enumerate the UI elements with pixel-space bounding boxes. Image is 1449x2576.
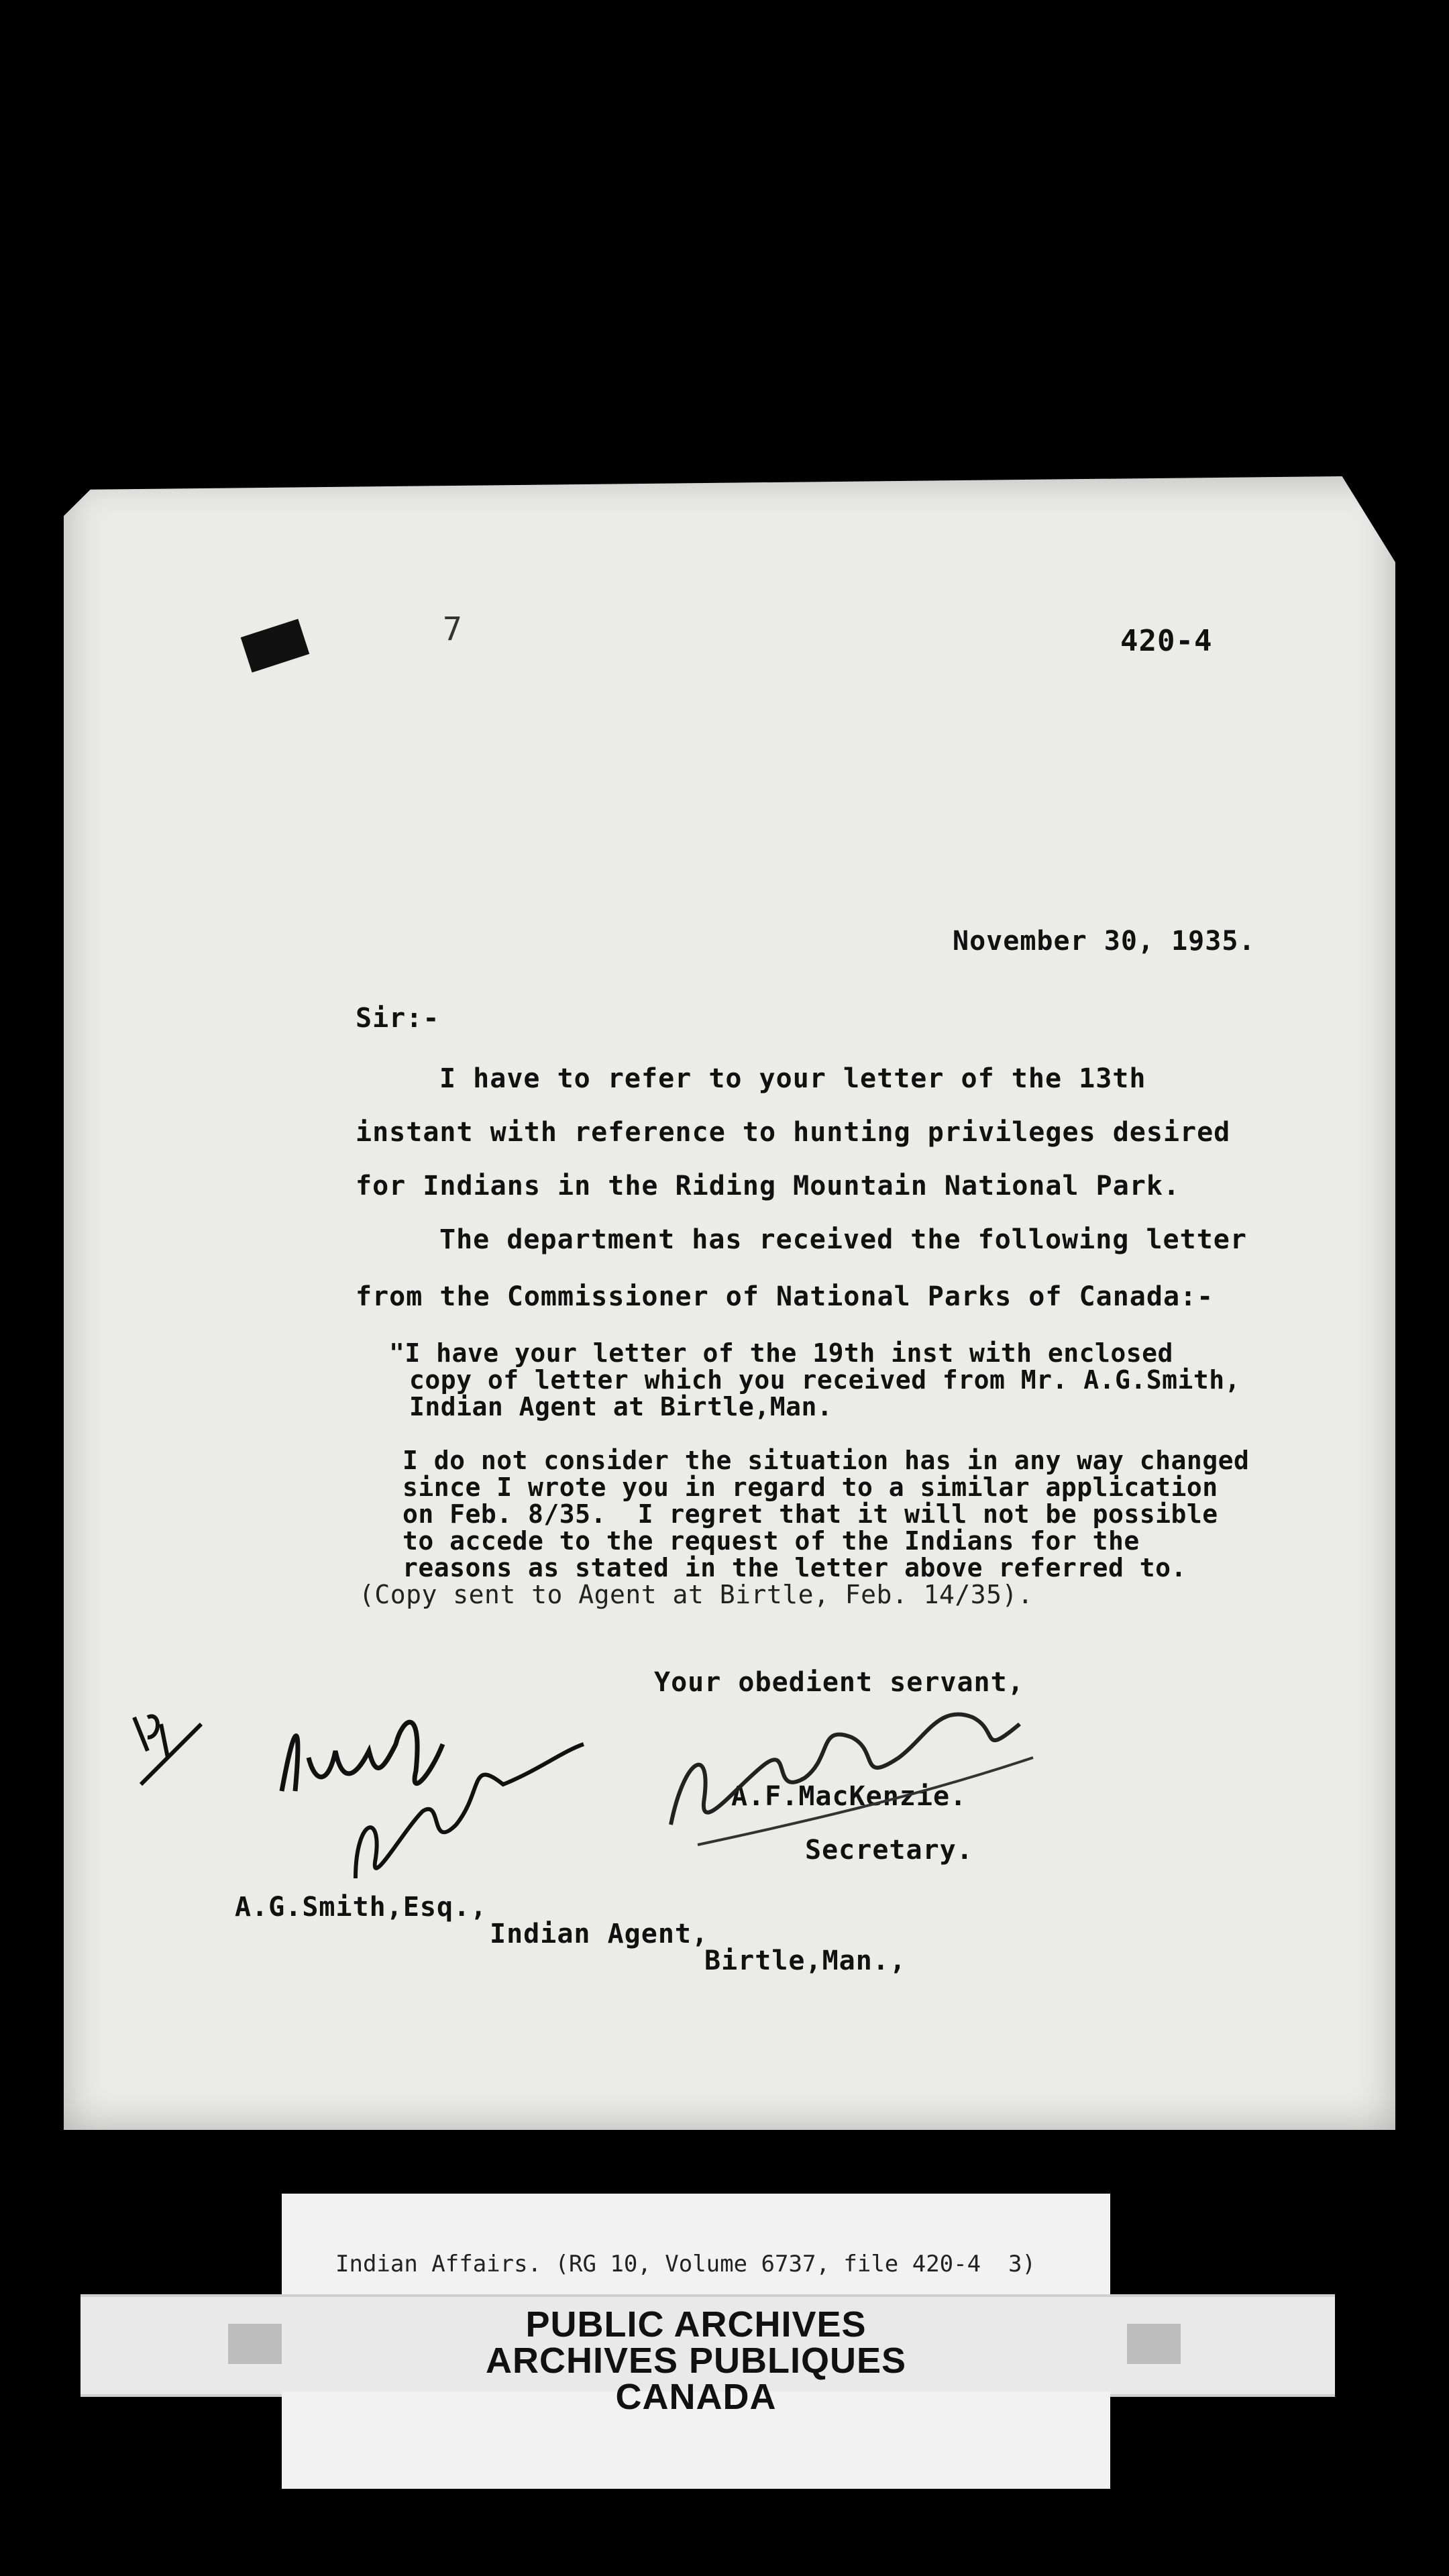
recipient-title: Indian Agent,	[490, 1919, 709, 1949]
para2-line2: from the Commissioner of National Parks of Canada:-	[356, 1281, 1214, 1312]
file-reference: 420-4	[1120, 624, 1213, 658]
quote2-line3: on Feb. 8/35. I regret that it will not be possible	[402, 1499, 1218, 1529]
handwritten-note: (Copy sent to Agent at Birtle, Feb. 14/35).	[359, 1580, 1034, 1609]
salutation: Sir:-	[356, 1003, 440, 1034]
margin-initials	[127, 1697, 208, 1791]
quote2-line2: since I wrote you in regard to a similar application	[402, 1472, 1218, 1502]
signatory-title: Secretary.	[805, 1835, 973, 1866]
quote1-line2: copy of letter which you received from Mr. A.G.Smith,	[409, 1365, 1241, 1395]
archive-citation-label	[282, 2194, 1110, 2308]
quote1-line3: Indian Agent at Birtle,Man.	[409, 1392, 833, 1421]
para2-line1: The department has received the following letter	[439, 1224, 1247, 1255]
recipient-location: Birtle,Man.,	[704, 1945, 906, 1976]
archive-citation: Indian Affairs. (RG 10, Volume 6737, file 420-4 3)	[335, 2251, 1036, 2277]
band-tab-right	[1127, 2324, 1181, 2364]
initials-signature	[268, 1677, 590, 1898]
band-tab-left	[228, 2324, 282, 2364]
stamp-line-3: CANADA	[615, 2377, 777, 2417]
archive-stamp	[282, 2306, 1110, 2415]
signatory-name: A.F.MacKenzie.	[731, 1781, 967, 1812]
para1-line2: instant with reference to hunting privileges desired	[356, 1117, 1231, 1148]
quote2-line4: to accede to the request of the Indians for the	[402, 1526, 1140, 1556]
stamp-line-1: PUBLIC ARCHIVES	[525, 2304, 867, 2345]
quote2-line1: I do not consider the situation has in any way changed	[402, 1446, 1250, 1475]
closing: Your obedient servant,	[654, 1667, 1024, 1698]
letter-date: November 30, 1935.	[953, 926, 1256, 957]
para1-line1: I have to refer to your letter of the 13th	[439, 1063, 1146, 1094]
para1-line3: for Indians in the Riding Mountain National Park.	[356, 1171, 1181, 1201]
margin-mark: 7	[443, 610, 463, 648]
recipient-name: A.G.Smith,Esq.,	[235, 1892, 488, 1923]
stamp-line-2: ARCHIVES PUBLIQUES	[485, 2341, 907, 2381]
secretary-signature	[657, 1623, 1060, 1865]
quote1-line1: "I have your letter of the 19th inst with enclosed	[389, 1338, 1173, 1368]
quote2-line5: reasons as stated in the letter above referred to.	[402, 1553, 1187, 1582]
